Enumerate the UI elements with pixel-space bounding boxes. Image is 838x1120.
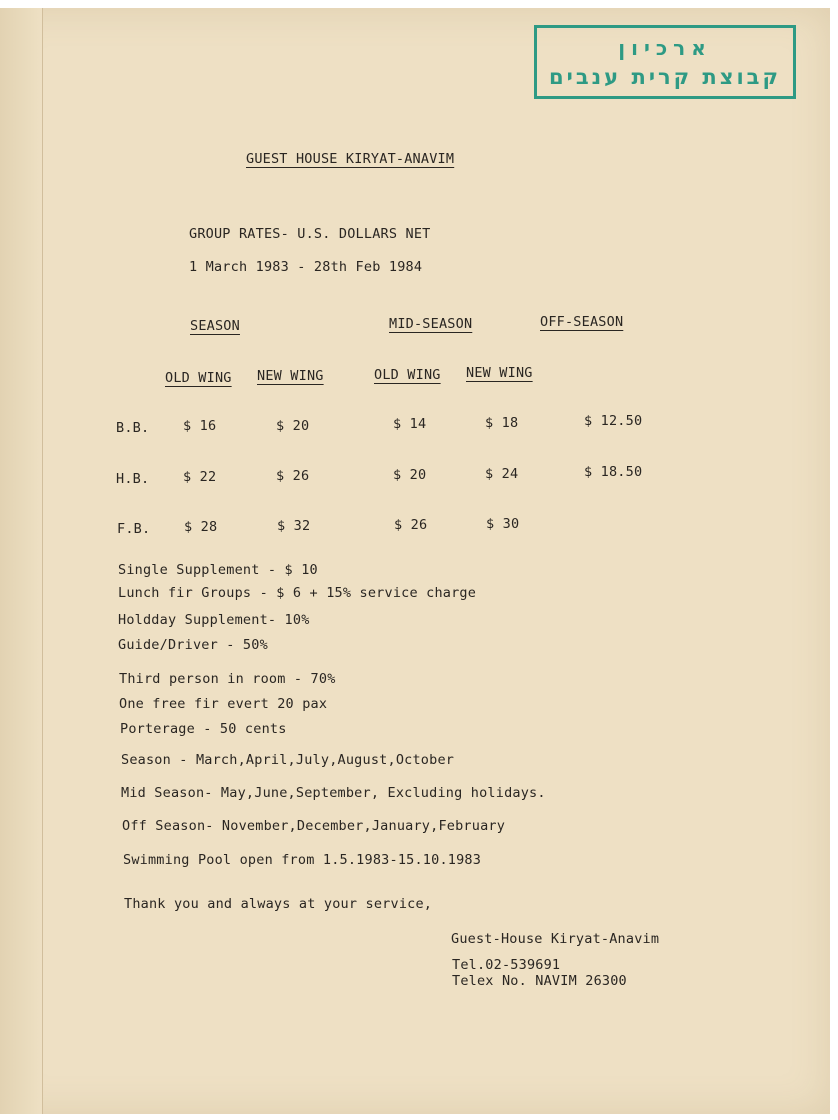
row-label-bb: B.B. (116, 420, 150, 436)
header-mid-season: MID-SEASON (389, 316, 473, 332)
note-season-months: Season - March,April,July,August,October (121, 752, 455, 768)
note-single-supplement: Single Supplement - $ 10 (118, 562, 318, 578)
rate-cell: $ 18.50 (584, 464, 643, 480)
header-off-season: OFF-SEASON (540, 314, 624, 330)
note-swimming-pool: Swimming Pool open from 1.5.1983-15.10.1983 (123, 852, 482, 868)
rate-cell: $ 24 (485, 466, 519, 482)
rates-subtitle: GROUP RATES- U.S. DOLLARS NET (189, 226, 431, 242)
paper-left-edge (0, 8, 43, 1114)
signature-tel: Tel.02-539691 (452, 957, 561, 973)
rate-cell: $ 20 (276, 418, 310, 434)
rate-cell: $ 26 (394, 517, 428, 533)
note-guide-driver: Guide/Driver - 50% (118, 637, 268, 653)
note-free-pax: One free fir evert 20 pax (119, 696, 328, 712)
note-third-person: Third person in room - 70% (119, 671, 336, 687)
closing-line: Thank you and always at your service, (124, 896, 433, 912)
note-porterage: Porterage - 50 cents (120, 721, 287, 737)
stamp-line-2: קבוצת קרית ענבים (549, 65, 781, 89)
header-season: SEASON (190, 318, 240, 334)
row-label-hb: H.B. (116, 471, 150, 487)
header-season-new-wing: NEW WING (257, 368, 324, 384)
rate-cell: $ 20 (393, 467, 427, 483)
rate-cell: $ 16 (183, 418, 217, 434)
header-mid-old-wing: OLD WING (374, 367, 441, 383)
rate-cell: $ 30 (486, 516, 520, 532)
document-title: GUEST HOUSE KIRYAT-ANAVIM (246, 151, 455, 167)
validity-period: 1 March 1983 - 28th Feb 1984 (189, 259, 423, 275)
rate-cell: $ 28 (184, 519, 218, 535)
header-season-old-wing: OLD WING (165, 370, 232, 386)
note-holiday-supplement: Holdday Supplement- 10% (118, 612, 310, 628)
rate-cell: $ 32 (277, 518, 311, 534)
rate-cell: $ 18 (485, 415, 519, 431)
note-off-season-months: Off Season- November,December,January,February (122, 818, 506, 834)
rate-cell: $ 12.50 (584, 413, 643, 429)
row-label-fb: F.B. (117, 521, 151, 537)
rate-cell: $ 22 (183, 469, 217, 485)
header-mid-new-wing: NEW WING (466, 365, 533, 381)
archive-stamp (534, 25, 796, 99)
stamp-line-1: ארכיון (618, 36, 712, 60)
paper-sheet (0, 8, 830, 1114)
signature-name: Guest-House Kiryat-Anavim (451, 931, 660, 947)
note-mid-season-months: Mid Season- May,June,September, Excluding holidays. (121, 785, 546, 801)
note-lunch-groups: Lunch fir Groups - $ 6 + 15% service charge (118, 585, 477, 601)
signature-telex: Telex No. NAVIM 26300 (452, 973, 627, 989)
rate-cell: $ 14 (393, 416, 427, 432)
rate-cell: $ 26 (276, 468, 310, 484)
